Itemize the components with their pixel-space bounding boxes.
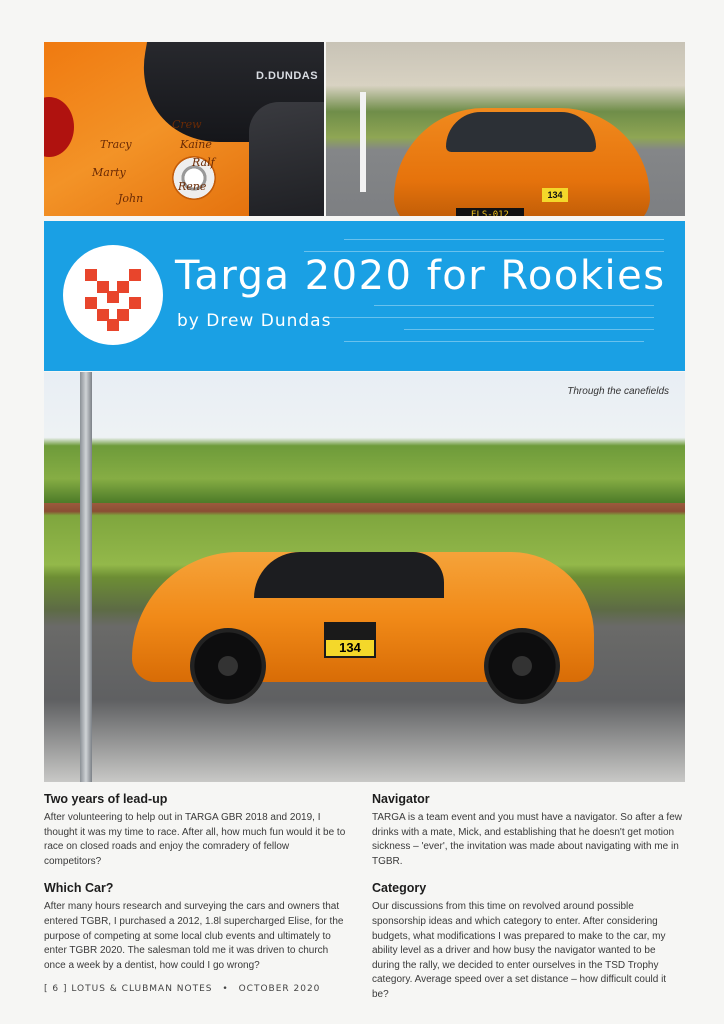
sign-pole <box>80 372 92 782</box>
photo-car-front <box>326 42 685 216</box>
article-byline: by Drew Dundas <box>177 311 332 331</box>
title-banner <box>44 221 685 371</box>
photo-car-rear-names <box>44 42 324 216</box>
rear-wheel <box>484 628 560 704</box>
number-plate: ELS-012 <box>456 208 524 216</box>
targa-chevron-icon <box>63 245 163 345</box>
page-footer <box>44 984 320 994</box>
heading-which-car: Which Car? <box>44 881 114 896</box>
driver-tag: D.DUNDAS <box>256 70 319 82</box>
name-tracy: Tracy <box>100 138 132 151</box>
name-john: John <box>118 192 144 205</box>
heading-navigator: Navigator <box>372 792 430 806</box>
door-race-number: 134 <box>326 640 374 656</box>
page-number: [ 6 ] <box>44 984 68 994</box>
paragraph-which-car: After many hours research and surveying the cars and owners that entered TGBR, I purchased a 2012, 1.8l supercharged Elise, for the purpose of competing at some local club events and ultimately to enter TGBR 2020. The salesman told me it was driven to church once a week by a dentist, how could I go wrong? <box>44 901 344 971</box>
front-wheel <box>190 628 266 704</box>
name-kaine: Kaine <box>180 138 212 151</box>
name-crew: Crew <box>172 118 202 131</box>
publication-name: LOTUS & CLUBMAN NOTES <box>71 984 213 994</box>
issue-date: OCTOBER 2020 <box>238 984 321 994</box>
name-ralf: Ralf <box>192 156 215 169</box>
targa-logo <box>63 245 163 345</box>
main-car-roof <box>254 552 444 598</box>
photo-car-canefields <box>44 372 685 782</box>
bullet-separator: • <box>222 984 229 994</box>
name-marty: Marty <box>92 166 126 179</box>
article-column-left <box>44 792 346 973</box>
photo-caption: Through the canefields <box>567 386 669 397</box>
heading-category: Category <box>372 881 427 896</box>
roadside-post <box>360 92 366 192</box>
race-number: 134 <box>542 188 568 202</box>
paragraph-navigator: TARGA is a team event and you must have a navigator. So after a few drinks with a mate, Mick, and establishing that he doesn't get motion sickness – 'ever', the invitation was made about navigating with me in TGBR. <box>372 812 682 867</box>
name-rene: Rene <box>178 180 207 193</box>
paragraph-lead-up: After volunteering to help out in TARGA GBR 2018 and 2019, I thought it was my time to race. After all, how much fun would it be to race on closed roads and enjoy the comradery of fellow competitors? <box>44 812 346 867</box>
article-title: Targa 2020 for Rookies <box>175 253 666 299</box>
paragraph-category: Our discussions from this time on revolved around possible sponsorship ideas and which category to enter. After considering budgets, what modifications I was prepared to make to the car, my ability level as a driver and how busy the navigator wanted to be during the rally, we decided to enter ourselves in the TSD Trophy category. Average speed over a set distance – how difficult could it be? <box>372 901 667 1000</box>
tail-light <box>44 97 74 157</box>
article-column-right <box>372 792 684 1003</box>
car-window <box>249 102 324 216</box>
car-windscreen <box>446 112 596 152</box>
heading-lead-up: Two years of lead-up <box>44 792 168 806</box>
